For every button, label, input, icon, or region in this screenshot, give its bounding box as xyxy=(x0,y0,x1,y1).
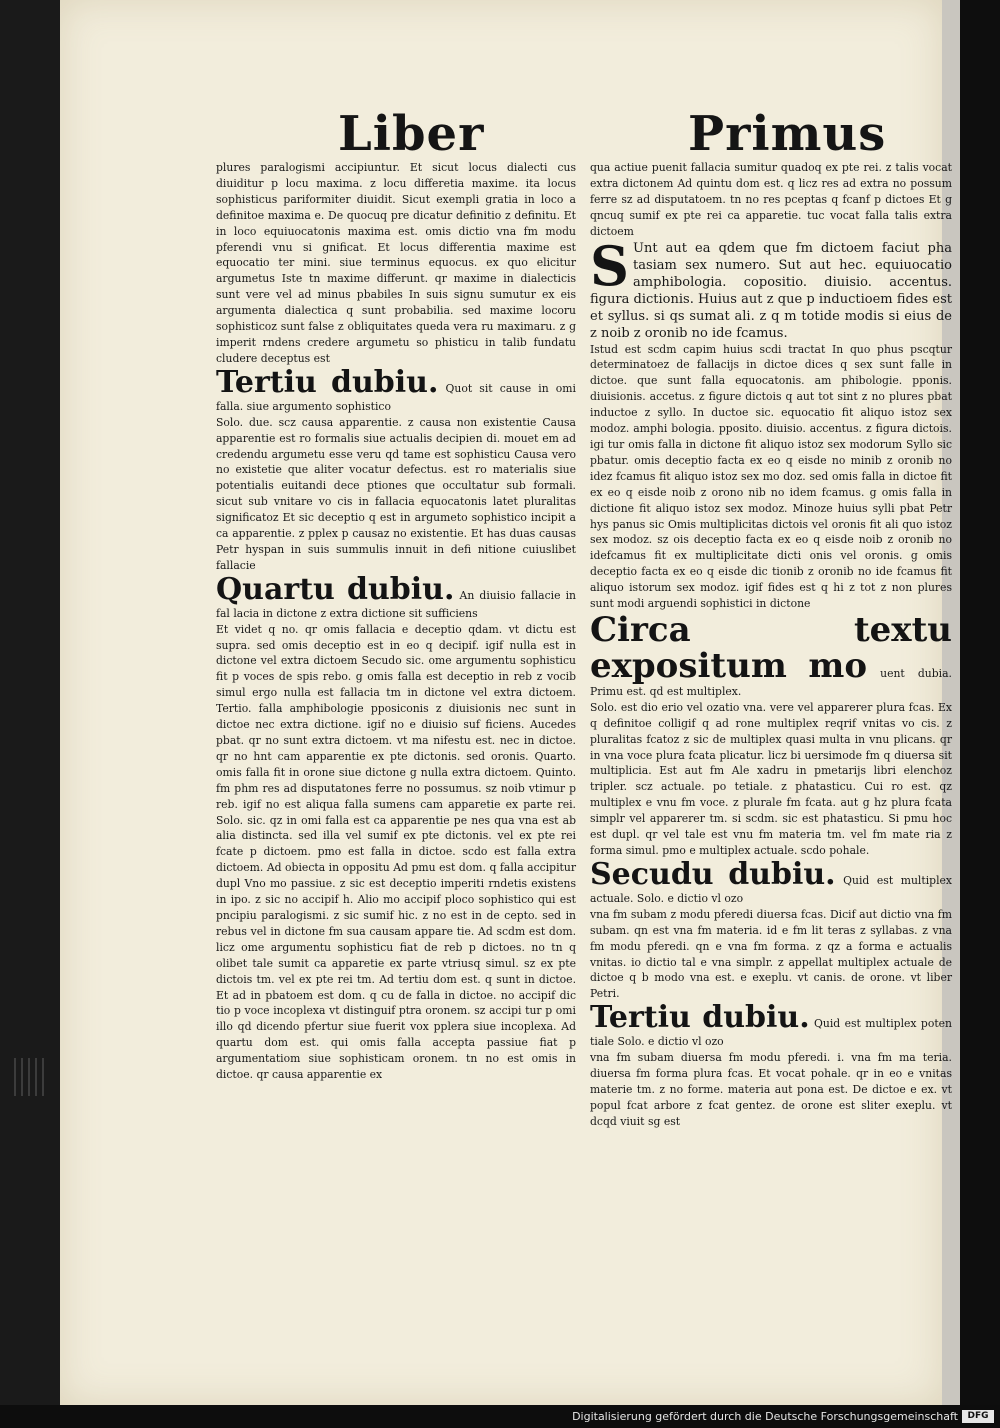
running-head-right: Primus xyxy=(688,106,887,162)
section-heading-block xyxy=(590,1002,952,1050)
dfg-logo: DFG xyxy=(962,1410,994,1423)
heading-gloss: Quid est multiplex poten tiale Solo. e dictio vl ozo xyxy=(590,1017,952,1049)
text-column-right xyxy=(590,160,952,1130)
running-head-left: Liber xyxy=(338,106,485,162)
text-paragraph: vna fm subam z modu pferedi diuersa fcas. Dicif aut dictio vna fm subam. qn est vna fm materia. id e fm lit teras z syllabas. z vna fm modu pferedi. qn e vna fm forma. z qz a forma e actualis vnitas. io dictio tal e vna simplr. z appellat multiplex actuale de dictoe q b modo vna est. e exeplu. vt canis. de orone. vt liber Petri. xyxy=(590,907,952,1001)
scan-margin xyxy=(960,0,1000,1405)
text-paragraph: vna fm subam diuersa fm modu pferedi. i. vna fm ma teria. diuersa fm forma plura fcas. Et vocat pohale. qr in eo e vnitas materie tm. z no forme. materia aut pona est. De dictoe e ex. vt popul fcat arbore z fcat gentez. de orone est sliter exeplu. vt dcqd viuit sg est xyxy=(590,1051,952,1128)
lemma-text: Unt aut ea qdem que fm dictoem faciut pha tasiam sex numero. Sut aut hec. equiuocatio amphibologia. copositio. diuisio. accentus. figura dictionis. Huius aut z que p inductioem fides est et syllus. si qs sumat ali. z q m totide modis si eius de z noib z oronib no ide fcamus. xyxy=(590,240,952,341)
text-paragraph: Solo. est dio erio vel ozatio vna. vere vel apparerer plura fcas. Ex q definitoe colligif q ad rone multiplex reqrif vnitas vo cis. z pluralitas fcatoz z sic de multiplex quasi multa in vnu plicans. qr in vna voce plura fcata plicatur. licz bi uersimode fm q diuersa sit multiplicia. Est aut fm Ale xadru in pmetarijs libri elenchoz tripler. scz actuale. po tetiale. z phatasticu. Cui ro est. qz multiplex e vnu fm voce. z plurale fm fcata. aut g hz plura fcata simplr vel apparerer tm. si scdm. sic est phatasticu. Si pmu hoc est dupl. qr vel tale est vnu fm materia tm. vel fm mate ria z forma simul. pmo e multiplex actuale. scdo pohale. xyxy=(590,700,952,857)
initial-letter: S xyxy=(590,233,629,298)
scan-ruler-marks xyxy=(14,1058,54,1098)
section-heading: Quartu dubiu. xyxy=(216,571,455,607)
heading-gloss: uent dubia. Primu est. qd est multiplex. xyxy=(590,666,952,698)
section-heading: Circa textu expositum mo xyxy=(590,609,952,686)
heading-gloss: Quot sit cause in omi falla. siue argumento sophistico xyxy=(216,381,576,413)
section-heading-block xyxy=(590,856,952,907)
text-paragraph: Istud est scdm capim huius scdi tractat In quo phus pscqtur determinatoez de fallacijs in dictoe dices q sex sunt falle in dictoe. que sunt falla equocatonis. am phibologie. pponis. diuisionis. accetus. z figure dictois q aut tot sint z no plures pbat inductoe z syllo. In ductoe sic. equocatio fit aliquo istoz sex modoz. amphi bologia. pposito. diuisio. accentus. z figura dictois. igi tur omis falla in dictone fit aliquo istoz sex modorum Syllo sic pbatur. omis deceptio facta ex eo q eisde no minib z oronib no idez fcamus fit aliquo istoz sex mo doz. sed omis falla in dictoe fit ex eo q eisde noib z orono nib no idem fcamus. g omis falla in dictione fit aliquo istoz sex modoz. Minoze huius sylli pbat Petr hys panus sic Omis multiplicitas dictois vel oronis fit ali quo istoz sex modoz. sz ois deceptio facta ex eo q eisde noib z oronib no idefcamus fit ex multiplicitate dicti onis vel oronis. g omis deceptio facta ex eo q eisde dic tionib z oronib no ide fcamus fit aliquo istorum sex modoz. igif fides est q hi z tot z non plures sunt modi arguendi sophistici in dictone xyxy=(590,342,952,611)
lemma-paragraph xyxy=(590,233,952,342)
heading-gloss: Quid est multiplex actuale. Solo. e dictio vl ozo xyxy=(590,873,952,905)
text-paragraph: Solo. due. scz causa apparentie. z causa non existentie Causa apparentie est ro formalis siue actualis decipien di. mouet em ad credendu argumetu esse veru qd tame est sophisticu Causa vero no existetie que aliter vocatur defectus. est ro materialis siue potentialis euitandi dece ptiones que occultatur sub formali. sicut sub vnitare vo cis in fallacia equocatonis latet pluralitas significatoz Et sic deceptio q est in argumeto sophistico incipit a ca apparentie. z pplex p causaz no existentie. Et has duas causas Petr hyspan in suis summulis innuit in defi nitione cuiuslibet fallacie xyxy=(216,415,576,572)
text-paragraph: Et videt q no. qr omis fallacia e deceptio qdam. vt dictu est supra. sed omis deceptio est in eo q decipif. igif nulla est in dictone vel extra dictoem Secudo sic. ome argumentu sophisticu fit p voces de spis rebo. g omis falla est deceptio in reb z vocib simul ergo nulla est fallacia tm in dictone vel extra dictoem. Tertio. falla amphibologie pposiconis z diuisionis nec sunt in dictoe nec extra dictione. igif no e diuisio suf ficiens. Aucedes pbat. qr no sunt extra dictoem. vt ma nifestu est. nec in dictoe. qr no hnt cam apparentie ex pte dictonis. sed oronis. Quarto. omis falla fit in orone siue dictone g nulla extra dictoem. Quinto. fm phm res ad disputatones ferre no possumus. sz noib vtimur p reb. igif no est aliqua falla sumens cam apparetie ex parte rei. Solo. sic. qz in omi falla est ca apparentie pe nes qua vna est ab alia distincta. sed illa vel sumif ex pte dictonis. vel ex pte rei fcate p dictoem. pmo est falla in dictoe. scdo est falla extra dictoem. Ad obiecta in oppositu Ad pmu est dom. q falla accipitur dupl Vno mo passiue. z sic est deceptio imperiti rndetis existens in ipo. z sic no accipif h. Alio mo accipif ploco sophistico qui est pncipiu paralogismi. z sic sumif hic. z no est in de cepto. sed in rebus vel in dictone fm sua causam appare tie. Ad scdm est dom. licz ome argumentu sophisticu fiat de reb p dictoes. no tn q olibet tale sumit ca apparetie ex parte vtriusq simul. sz ex pte dictois tm. vel ex pte rei tm. Ad tertiu dom est. q sunt in dictoe. Et ad in pbatoem est dom. q cu de falla in dictoe. no accipif dic tio p voce incoplexa vt distinguif ptra oronem. sz accipi tur p omi illo qd dicendo pfertur siue fuerit vox pplera siue incoplexa. Ad quartu dom est. qui omis falla accepta passiue fiat p argumentatiom siue sophisticam oronem. tn no est omis in dictoe. qr causa apparentie ex xyxy=(216,622,576,1082)
heading-gloss: An diuisio fallacie in fal lacia in dictone z extra dictione sit sufficiens xyxy=(216,588,577,620)
text-paragraph: plures paralogismi accipiuntur. Et sicut locus dialecti cus diuiditur p locu maxima. z locu differetia maxime. ita locus sophisticus pariformiter diuidit. Sicut exempli gratia in loco a definitoe maxima e. De quocuq pre dicatur definitio z definitu. Et in loco equiuocatonis maxima est. omis dictio vna fm modu pferendi vnu si gnificat. Et locus differentia maxime est equocatio ter mini. siue terminus equocus. ex quo elicitur argumetus Iste tn maxime differunt. qr maxime in dialecticis sunt vere vel ad minus pbabiles In suis signu sumutur ex eis argumenta dialectica q sunt probabilia. sed maxime locoru sophisticoz sunt false z obliquitates queda vera ru maximaru. z g imperit rndens credere argumetu so phisticu in talib fundatu cludere deceptus est xyxy=(216,161,576,365)
section-heading-block xyxy=(590,609,952,700)
section-heading-block xyxy=(216,364,576,415)
text-paragraph: qua actiue puenit fallacia sumitur quadoq ex pte rei. z talis vocat extra dictonem Ad quintu dom est. q licz res ad extra no possum ferre sz ad disputatoem. tn no res pceptas q fcanf p dictoes Et g qncuq sumif ex pte rei ca apparetie. tuc vocat falla talis extra dictoem xyxy=(590,161,952,238)
section-heading: Tertiu dubiu. xyxy=(216,364,439,400)
section-heading-block xyxy=(216,571,577,622)
section-heading: Secudu dubiu. xyxy=(590,856,836,892)
footer-credit: Digitalisierung gefördert durch die Deutsche Forschungsgemeinschaft xyxy=(572,1410,958,1423)
text-column-left xyxy=(216,160,576,1083)
footer-bar xyxy=(0,1405,1000,1428)
section-heading: Tertiu dubiu. xyxy=(590,1000,810,1036)
